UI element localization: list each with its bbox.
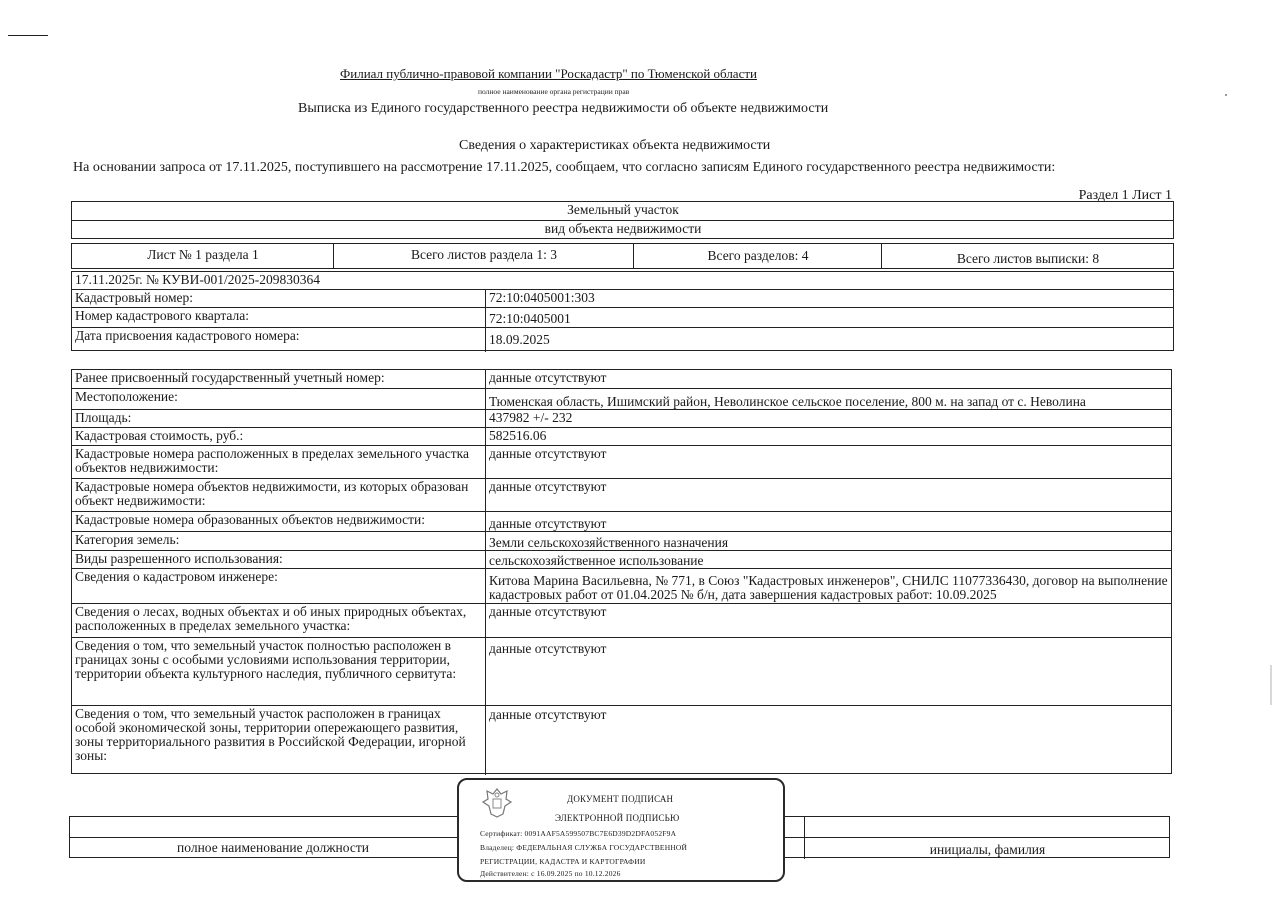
row-value: данные отсутствуют — [489, 604, 607, 619]
row-label: Местоположение: — [72, 389, 486, 409]
scan-artifact-edge — [1270, 665, 1272, 705]
record-row — [72, 272, 1173, 290]
row-label: Сведения о кадастровом инженере: — [72, 569, 486, 603]
scan-artifact-dot — [1225, 94, 1227, 96]
row-value: Тюменская область, Ишимский район, Неволинское сельское поселение, 800 м. на запад от с. Неволина — [489, 394, 1086, 409]
registration-office: Филиал публично-правовой компании "Роскадастр" по Тюменской области — [340, 66, 757, 81]
table-row — [72, 638, 1171, 706]
record-number: 17.11.2025г. № КУВИ-001/2025-209830364 — [75, 272, 321, 287]
row-value: сельскохозяйственное использование — [489, 553, 704, 568]
total-sections: Всего разделов: 4 — [634, 244, 882, 268]
signature-certificate: Сертификат: 0091AAF5A599507BC7E6D39D2DFA052F9A — [480, 829, 677, 838]
row-value: 72:10:0405001 — [489, 311, 571, 326]
row-label: Дата присвоения кадастрового номера: — [72, 328, 486, 352]
row-label: Кадастровый номер: — [72, 290, 486, 307]
row-label: Кадастровые номера расположенных в пределах земельного участка объектов недвижимости: — [72, 446, 486, 478]
table-row — [72, 308, 1173, 328]
object-type-caption: вид объекта недвижимости — [544, 221, 702, 236]
row-label: Виды разрешенного использования: — [72, 551, 486, 568]
object-type-caption-row — [72, 221, 1173, 240]
table-row — [72, 410, 1171, 428]
table-row — [72, 370, 1171, 389]
signature-owner-continued: РЕГИСТРАЦИИ, КАДАСТРА И КАРТОГРАФИИ — [480, 857, 646, 866]
scan-artifact-line — [8, 35, 48, 36]
electronic-signature-stamp — [457, 778, 785, 882]
table-row — [72, 446, 1171, 479]
row-value: данные отсутствуют — [489, 479, 607, 494]
total-sheets: Всего листов выписки: 8 — [956, 251, 1100, 266]
signature-line1: ДОКУМЕНТ ПОДПИСАН — [567, 794, 674, 804]
row-value: 437982 +/- 232 — [489, 410, 573, 425]
table-row — [72, 604, 1171, 638]
row-value: Китова Марина Васильевна, № 771, в Союз "Кадастровых инженеров", СНИЛС 11077336430, договор на выполнение кадастровых работ от 01.04.2025 № б/н, дата завершения кадастровых работ: 10.09.2025 — [489, 573, 1168, 602]
table-row — [72, 569, 1171, 604]
row-label: Сведения о том, что земельный участок полностью расположен в границах зоны с особыми условиями использования территории, территории объекта культурного наследия, публичного сервитута: — [72, 638, 486, 705]
name-caption: инициалы, фамилия — [804, 838, 1169, 859]
document-subtitle: Сведения о характеристиках объекта недвижимости — [459, 138, 771, 153]
object-type-row — [72, 202, 1173, 221]
row-label: Сведения о лесах, водных объектах и об иных природных объектах, расположенных в пределах земельного участка: — [72, 604, 486, 637]
details-table — [71, 369, 1172, 774]
sheet-number: Лист № 1 раздела 1 — [72, 244, 334, 268]
row-label: Категория земель: — [72, 532, 486, 550]
row-label: Сведения о том, что земельный участок расположен в границах особой экономической зоны, территории опережающего развития, зоны территориального развития в Российской Федерации, игорной зоны: — [72, 706, 486, 775]
registration-office-caption: полное наименование органа регистрации прав — [478, 87, 630, 96]
table-row — [72, 551, 1171, 569]
row-value: данные отсутствуют — [489, 370, 607, 385]
row-label: Номер кадастрового квартала: — [72, 308, 486, 327]
section-sheet-label: Раздел 1 Лист 1 — [1078, 188, 1172, 203]
cadastral-number-table — [71, 271, 1174, 351]
table-row — [72, 512, 1171, 532]
row-label: Кадастровые номера образованных объектов недвижимости: — [72, 512, 486, 531]
row-label: Кадастровые номера объектов недвижимости, из которых образован объект недвижимости: — [72, 479, 486, 511]
row-value: 582516.06 — [489, 428, 547, 443]
table-row — [72, 428, 1171, 446]
table-row — [72, 532, 1171, 551]
row-value: Земли сельскохозяйственного назначения — [489, 535, 729, 550]
row-value: 18.09.2025 — [489, 332, 550, 347]
document-title: Выписка из Единого государственного реестра недвижимости об объекте недвижимости — [298, 101, 829, 116]
name-blank — [804, 817, 1169, 837]
signature-line2: ЭЛЕКТРОННОЙ ПОДПИСЬЮ — [555, 813, 680, 823]
row-value: данные отсутствуют — [489, 516, 607, 531]
row-label: Кадастровая стоимость, руб.: — [72, 428, 486, 445]
request-basis: На основании запроса от 17.11.2025, поступившего на рассмотрение 17.11.2025, сообщаем, что согласно записям Единого государственного реестра недвижимости: — [73, 160, 1056, 175]
row-value: данные отсутствуют — [489, 446, 607, 461]
row-label: Площадь: — [72, 410, 486, 427]
object-type-table — [71, 201, 1174, 239]
table-row — [72, 706, 1171, 775]
total-sheets-section: Всего листов раздела 1: 3 — [334, 244, 634, 268]
table-row — [72, 290, 1173, 308]
row-value: данные отсутствуют — [489, 641, 607, 656]
row-value: данные отсутствуют — [489, 707, 607, 722]
object-type: Земельный участок — [567, 202, 679, 217]
coat-of-arms-icon — [481, 786, 513, 820]
position-blank — [70, 817, 476, 837]
table-row — [72, 328, 1173, 352]
table-row — [72, 479, 1171, 512]
signature-validity: Действителен: с 16.09.2025 по 10.12.2026 — [480, 869, 621, 878]
position-caption: полное наименование должности — [70, 838, 476, 859]
row-value: 72:10:0405001:303 — [489, 290, 595, 305]
table-row — [72, 389, 1171, 410]
sheet-info-table — [71, 243, 1174, 269]
row-label: Ранее присвоенный государственный учетный номер: — [72, 370, 486, 388]
signature-owner: Владелец: ФЕДЕРАЛЬНАЯ СЛУЖБА ГОСУДАРСТВЕННОЙ — [480, 843, 688, 852]
